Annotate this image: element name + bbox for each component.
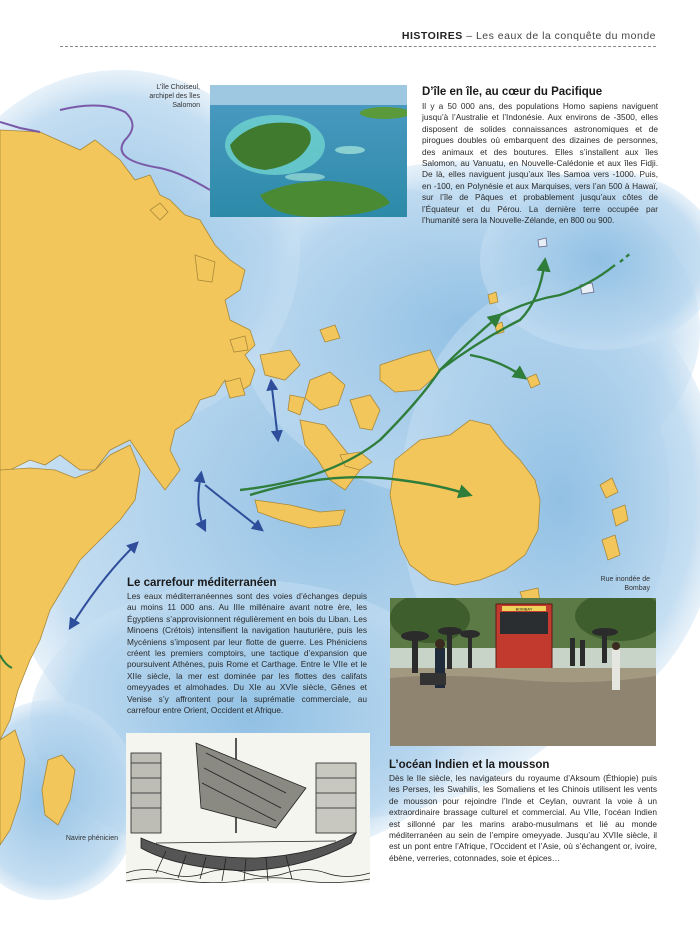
bombay-flooded-street-photo (390, 598, 656, 746)
pacific-title: D’île en île, au cœur du Pacifique (422, 86, 603, 98)
pacific-photo-caption: L’île Choiseul, archipel des îles Salomon (149, 84, 200, 109)
mediterranean-title: Le carrefour méditerranéen (127, 577, 277, 589)
pacific-island-photo (210, 85, 407, 217)
mediterranean-body: Les eaux méditerranéennes sont des voies d’échanges depuis au moins 11 000 ans. Au IIIe millénaire avant notre ère, les Égyptiens s’approvisionnent régulièrement en bois du Liban. Les Minoens (Crétois) intensifient la navigation hauturière, puis les Mycéniens s’imposent par leur flotte de guerre. Les Phéniciens créent les premiers comptoirs, une tactique d’expansion que poursuivent Athènes, puis Rome et Carthage. Entre le VIIe et le XIIe siècle, la mer est dominée par les flottes des califats omeyyades et almohades. Du XIe au XVIe siècle, Gênes et Venise s’y affrontent pour la suprématie commerciale, au carrefour entre Orient, Occident et Afrique. (127, 591, 367, 716)
phoenician-ship-engraving (126, 733, 370, 883)
indian-ocean-body: Dès le IIe siècle, les navigateurs du royaume d’Aksoum (Éthiopie) puis les Perses, les Swahilis, les Somaliens et les Chinois utilisent les vents de mousson pour rejoindre l’Inde et Ceylan, ouvrant la voie à un extraordinaire brassage culturel et commercial. Au VIIe, l’océan Indien est sillonné par les marins arabo-musulmans et lié au monde méditerranéen au sein de l’empire omeyyade. Jusqu’au XVIIe siècle, il est un pont entre l’Afrique, l’Occident et l’Asie, où s’échangent or, ivoire, ébène, verreries, cotonnades, soie et épices… (389, 773, 657, 863)
header-rule (60, 46, 656, 47)
bus-route-sign: BOMBAY (515, 606, 533, 612)
header-subtitle: – Les eaux de la conquête du monde (462, 30, 656, 42)
bombay-photo-caption: Rue inondée de Bombay (600, 576, 650, 592)
engraving-caption: Navire phénicien (65, 835, 118, 842)
running-head (402, 30, 656, 42)
page-header (0, 0, 700, 48)
pacific-body: Il y a 50 000 ans, des populations Homo sapiens naviguent jusqu’à l’Australie et l’Indonésie. Aux environs de -3500, elles disposent de solides connaissances astronomiques et de pirogues doubles où embarquent des dizaines de personnes, des animaux et des boutures. Elles s’installent aux îles Salomon, au Vanuatu, en Nouvelle-Calédonie et aux îles Fidji. De là, elles naviguent jusqu’aux îles Samoa vers -1000. Puis, en -100, en Polynésie et aux Marquises, vers l’an 500 à Hawaï, sur l’île de Pâques et probablement jusqu’aux côtes de l’Équateur et du Pérou. La dernière terre occupée par l’humanité sera la Nouvelle-Zélande, en 800 ou 900. (422, 101, 658, 226)
header-brand: HISTOIRES (401, 30, 463, 42)
indian-ocean-title: L’océan Indien et la mousson (389, 759, 550, 771)
